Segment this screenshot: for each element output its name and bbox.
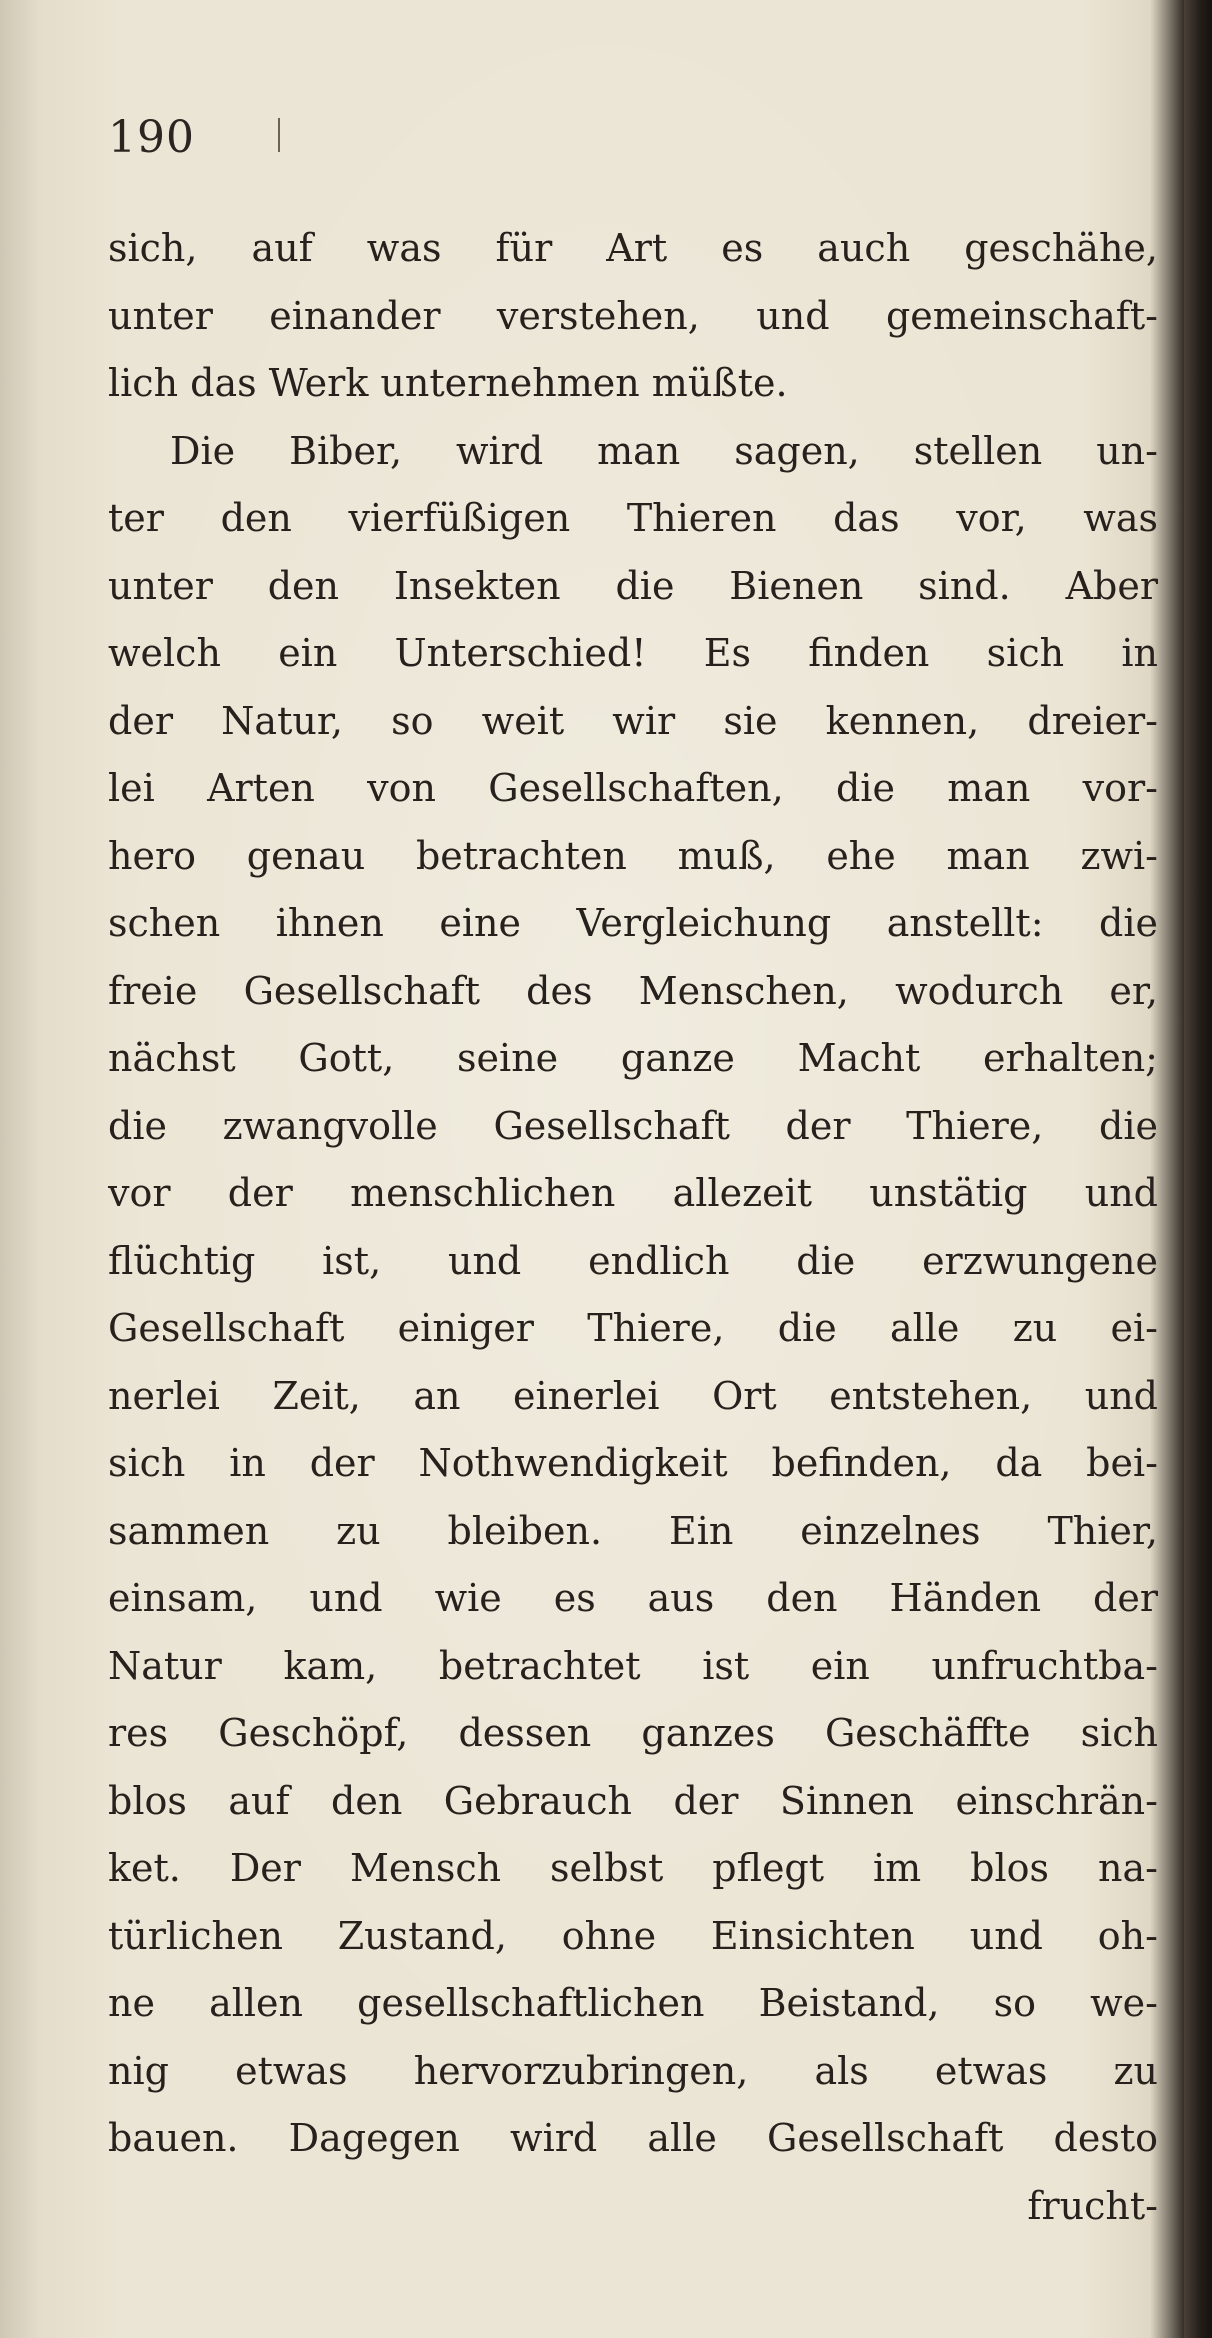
text-line: die zwangvolle Gesellschaft der Thiere, die — [108, 1103, 1158, 1148]
text-line: Natur kam, betrachtet ist ein unfruchtba- — [108, 1643, 1158, 1688]
text-line: Die Biber, wird man sagen, stellen un- — [170, 428, 1158, 473]
margin-mark — [278, 118, 280, 152]
text-line: sich, auf was für Art es auch geschähe, — [108, 226, 1158, 270]
text-line: nächst Gott, seine ganze Macht erhalten; — [108, 1036, 1158, 1080]
text-line: sammen zu bleiben. Ein einzelnes Thier, — [108, 1508, 1158, 1553]
text-line: vor der menschlichen allezeit unstätig und — [108, 1171, 1158, 1215]
text-line: lich das Werk unternehmen müßte. — [108, 361, 788, 405]
text-line: freie Gesellschaft des Menschen, wodurch er, — [108, 968, 1158, 1013]
text-line: schen ihnen eine Vergleichung anstellt: die — [108, 901, 1158, 945]
page-number: 190 — [108, 112, 195, 163]
book-spine-edge — [1184, 0, 1212, 2338]
text-line: Gesellschaft einiger Thiere, die alle zu ei- — [108, 1306, 1158, 1350]
text-line: lei Arten von Gesellschaften, die man vor- — [108, 766, 1158, 810]
text-line: nig etwas hervorzubringen, als etwas zu — [108, 2048, 1158, 2093]
text-line: flüchtig ist, und endlich die erzwungene — [108, 1238, 1158, 1283]
text-line: ne allen gesellschaftlichen Beistand, so we- — [108, 1981, 1158, 2025]
text-line: unter einander verstehen, und gemeinschaft- — [108, 293, 1158, 338]
text-line: türlichen Zustand, ohne Einsichten und oh- — [108, 1913, 1158, 1958]
text-line: frucht- — [1027, 2183, 1158, 2228]
text-line: nerlei Zeit, an einerlei Ort entstehen, und — [108, 1373, 1158, 1418]
text-line: blos auf den Gebrauch der Sinnen einschrän- — [108, 1778, 1158, 1823]
text-line: ter den vierfüßigen Thieren das vor, was — [108, 496, 1158, 540]
text-line: unter den Insekten die Bienen sind. Aber — [108, 563, 1158, 608]
text-line: hero genau betrachten muß, ehe man zwi- — [108, 833, 1158, 878]
text-line: welch ein Unterschied! Es finden sich in — [108, 631, 1158, 675]
text-line: bauen. Dagegen wird alle Gesellschaft desto — [108, 2116, 1158, 2160]
text-line: ket. Der Mensch selbst pflegt im blos na- — [108, 1846, 1158, 1890]
body-text — [108, 215, 1158, 2240]
text-line: sich in der Nothwendigkeit befinden, da bei- — [108, 1441, 1158, 1485]
text-line: der Natur, so weit wir sie kennen, dreier- — [108, 698, 1158, 743]
text-line: einsam, und wie es aus den Händen der — [108, 1576, 1158, 1620]
text-line: res Geschöpf, dessen ganzes Geschäffte sich — [108, 1711, 1158, 1755]
